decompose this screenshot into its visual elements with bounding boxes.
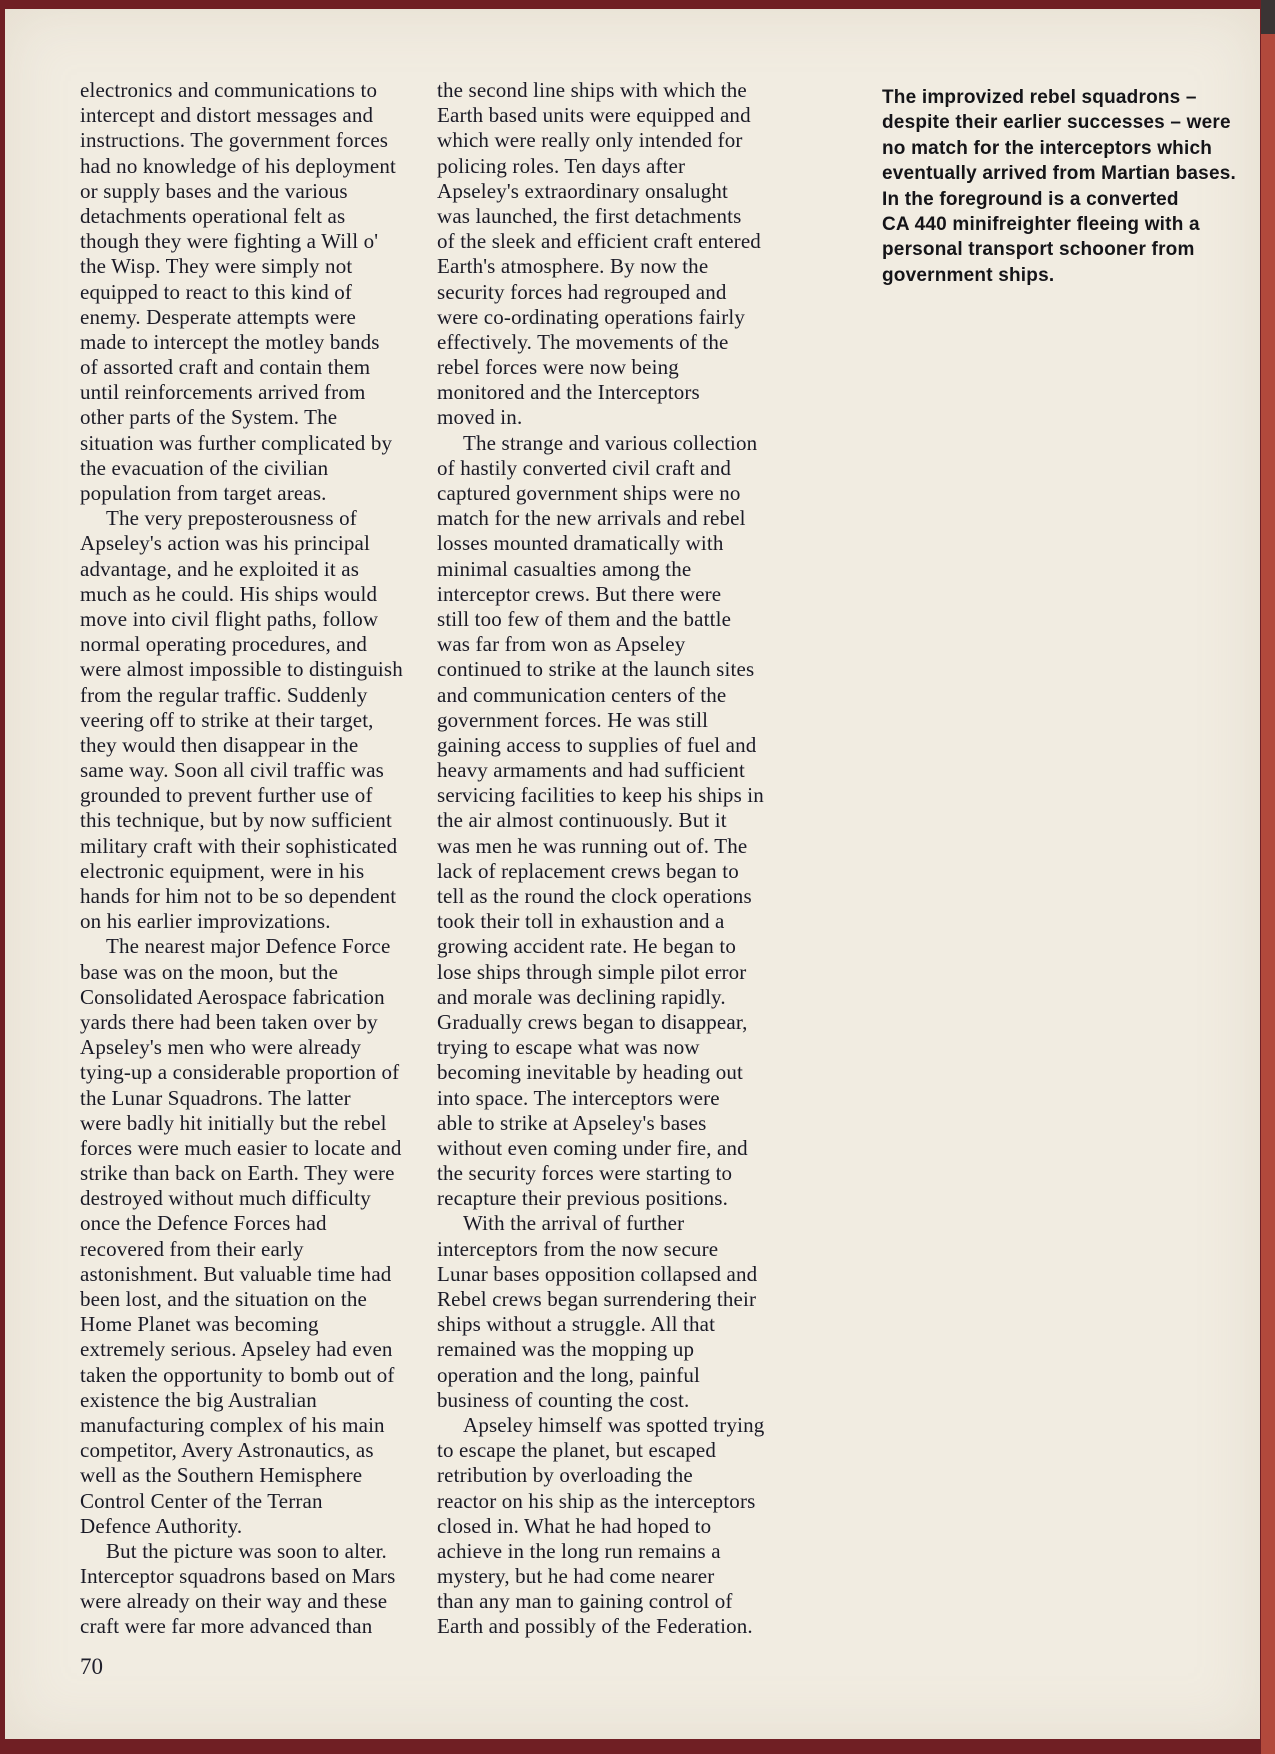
text-line: destroyed without much difficulty [80,1186,371,1211]
text-line: other parts of the System. The [80,405,338,430]
text-line: The nearest major Defence Force [106,934,391,959]
caption-line: no match for the interceptors which [882,137,1213,159]
text-line: mystery, but he had come nearer [437,1564,715,1589]
page-number: 70 [80,1654,103,1679]
caption-line: eventually arrived from Martian bases. [882,163,1236,185]
text-line: into space. The interceptors were [437,1085,720,1110]
text-line: the evacuation of the civilian [80,455,329,480]
text-line: forces were much easier to locate and [80,1135,402,1160]
text-line: this technique, but by now sufficient [80,808,392,833]
text-line: But the picture was soon to alter. [106,1538,387,1563]
text-line: retribution by overloading the [437,1463,693,1488]
text-line: Consolidated Aerospace fabrication [80,984,385,1009]
text-line: been lost, and the situation on the [80,1287,367,1311]
text-column-middle [437,78,799,1640]
text-line: the air almost continuously. But it [437,808,727,833]
text-line: move into civil flight paths, follow [80,606,379,631]
text-line: enemy. Desperate attempts were [80,304,357,329]
text-line: Home Planet was becoming [80,1312,319,1337]
text-line: without even coming under fire, and [437,1135,748,1160]
text-line: recovered from their early [80,1236,304,1261]
text-line: manufacturing complex of his main [80,1412,385,1437]
text-line: taken the opportunity to bomb out of [80,1362,395,1387]
text-line: the second line ships with which the [437,78,747,102]
text-line: lack of replacement crews began to [437,858,739,883]
text-line: advantage, and he exploited it as [80,556,360,581]
paragraph [80,78,436,506]
text-line: were badly hit initially but the rebel [80,1110,387,1135]
text-line: match for the new arrivals and rebel [437,506,746,531]
text-line: interceptor crews. But there were [437,581,722,606]
text-line: Defence Authority. [80,1513,243,1538]
text-line: recapture their previous positions. [437,1186,729,1211]
caption-line: CA 440 minifreighter fleeing with a [882,213,1200,235]
text-line: operation and the long, painful [437,1362,700,1387]
text-line: Control Center of the Terran [80,1488,323,1513]
text-line: detachments operational felt as [80,203,346,228]
text-line: intercept and distort messages and [80,103,374,128]
text-line: situation was further complicated by [80,430,393,455]
text-line: and communication centers of the [437,682,727,707]
text-line: Apseley's action was his principal [80,531,370,556]
text-line: reactor on his ship as the interceptors [437,1488,756,1513]
text-line: was far from won as Apseley [437,632,686,657]
photo-caption [882,85,1234,288]
text-line: Apseley himself was spotted trying [463,1412,765,1437]
text-line: grounded to prevent further use of [80,783,373,808]
text-line: security forces had regrouped and [437,279,727,304]
text-line: Lunar bases opposition collapsed and [437,1261,758,1286]
text-line: business of counting the cost. [437,1387,690,1412]
text-line: competitor, Avery Astronautics, as [80,1438,374,1463]
text-line: base was on the moon, but the [80,959,339,984]
paragraph [437,78,799,431]
text-line: Earth and possibly of the Federation. [437,1614,753,1639]
text-line: were already on their way and these [80,1589,388,1614]
text-line: The strange and various collection [463,430,758,455]
text-line: tying-up a considerable proportion of [80,1060,400,1085]
text-line: heavy armaments and had sufficient [437,758,745,783]
text-line: still too few of them and the battle [437,606,732,631]
text-line: had no knowledge of his deployment [80,153,396,178]
text-line: growing accident rate. He began to [437,934,736,959]
text-line: they would then disappear in the [80,732,359,757]
text-line: policing roles. Ten days after [437,153,686,178]
text-line: gaining access to supplies of fuel and [437,732,757,757]
text-line: once the Defence Forces had [80,1211,327,1236]
text-line: Apseley's extraordinary onsalught [437,178,728,203]
caption-line: In the foreground is a converted [882,188,1179,210]
text-line: Apseley's men who were already [80,1035,362,1060]
text-line: electronic equipment, were in his [80,858,365,883]
text-line: were almost impossible to distinguish [80,657,403,682]
text-line: strike than back on Earth. They were [80,1161,395,1186]
paragraph [437,431,799,1212]
text-line: extremely serious. Apseley had even [80,1337,393,1362]
text-line: took their toll in exhaustion and a [437,909,725,934]
text-line: than any man to gaining control of [437,1589,733,1614]
text-line: craft were far more advanced than [80,1614,373,1639]
paragraph [80,1539,436,1640]
text-line: was men he was running out of. The [437,833,748,858]
text-line: closed in. What he had hoped to [437,1513,712,1538]
paragraph [437,1413,799,1640]
text-line: trying to escape what was now [437,1035,700,1060]
text-line: effectively. The movements of the [437,329,729,354]
text-line: were co-ordinating operations fairly [437,304,746,329]
book-edge-right [1261,0,1275,1754]
text-line: government forces. He was still [437,707,709,732]
text-line: the security forces were starting to [437,1161,733,1186]
text-line: same way. Soon all civil traffic was [80,758,384,783]
text-line: captured government ships were no [437,481,741,505]
text-line: population from target areas. [80,481,327,505]
text-line: lose ships through simple pilot error [437,959,747,984]
text-line: on his earlier improvizations. [80,909,331,934]
text-line: equipped to react to this kind of [80,279,353,304]
text-line: moved in. [437,405,523,430]
caption-line: despite their earlier successes – were [882,112,1231,134]
text-line: Gradually crews began to disappear, [437,1009,748,1034]
text-line: though they were fighting a Will o' [80,229,379,254]
text-line: rebel forces were now being [437,355,679,380]
text-line: Rebel crews began surrendering their [437,1287,757,1311]
text-line: becoming inevitable by heading out [437,1060,744,1085]
text-line: With the arrival of further [463,1211,685,1236]
text-line: astonishment. But valuable time had [80,1261,392,1286]
text-line: of assorted craft and contain them [80,355,371,380]
text-line: The very preposterousness of [106,506,357,531]
text-line: tell as the round the clock operations [437,884,752,908]
text-line: well as the Southern Hemisphere [80,1463,363,1488]
text-line: which were really only intended for [437,128,743,153]
text-line: existence the big Australian [80,1387,317,1412]
text-line: and morale was declining rapidly. [437,984,726,1009]
text-line: military craft with their sophisticated [80,833,398,858]
caption-line: The improvized rebel squadrons – [882,87,1197,108]
text-line: the Lunar Squadrons. The latter [80,1085,351,1110]
book-page [5,9,1260,1739]
text-line: the Wisp. They were simply not [80,254,353,279]
text-line: yards there had been taken over by [80,1009,378,1034]
text-line: remained was the mopping up [437,1337,695,1362]
text-line: Earth's atmosphere. By now the [437,254,709,279]
text-line: until reinforcements arrived from [80,380,366,405]
text-line: Earth based units were equipped and [437,103,751,128]
text-line: instructions. The government forces [80,128,389,153]
caption-line: personal transport schooner from [882,239,1195,261]
text-line: continued to strike at the launch sites [437,657,755,682]
caption-line: government ships. [882,264,1055,286]
text-line: veering off to strike at their target, [80,707,374,732]
text-line: losses mounted dramatically with [437,531,724,556]
text-line: interceptors from the now secure [437,1236,719,1261]
text-line: achieve in the long run remains a [437,1538,721,1563]
text-line: to escape the planet, but escaped [437,1438,716,1463]
text-line: much as he could. His ships would [80,581,378,606]
text-line: of hastily converted civil craft and [437,455,732,480]
paragraph [437,1211,799,1413]
text-line: minimal casualties among the [437,556,692,581]
text-line: ships without a struggle. All that [437,1312,716,1337]
text-line: or supply bases and the various [80,178,348,203]
text-line: normal operating procedures, and [80,632,368,657]
page-corner-shadow [1261,0,1275,34]
text-line: servicing facilities to keep his ships in [437,783,764,808]
text-line: able to strike at Apseley's bases [437,1110,707,1135]
text-line: monitored and the Interceptors [437,380,700,405]
text-line: from the regular traffic. Suddenly [80,682,368,707]
text-line: electronics and communications to [80,78,378,102]
text-line: of the sleek and efficient craft entered [437,229,761,254]
paragraph [80,506,436,934]
text-line: hands for him not to be so dependent [80,884,397,908]
text-column-left [80,78,436,1640]
paragraph [80,934,436,1539]
text-line: Interceptor squadrons based on Mars [80,1564,396,1589]
text-line: was launched, the first detachments [437,203,742,228]
text-line: made to intercept the motley bands [80,329,380,354]
